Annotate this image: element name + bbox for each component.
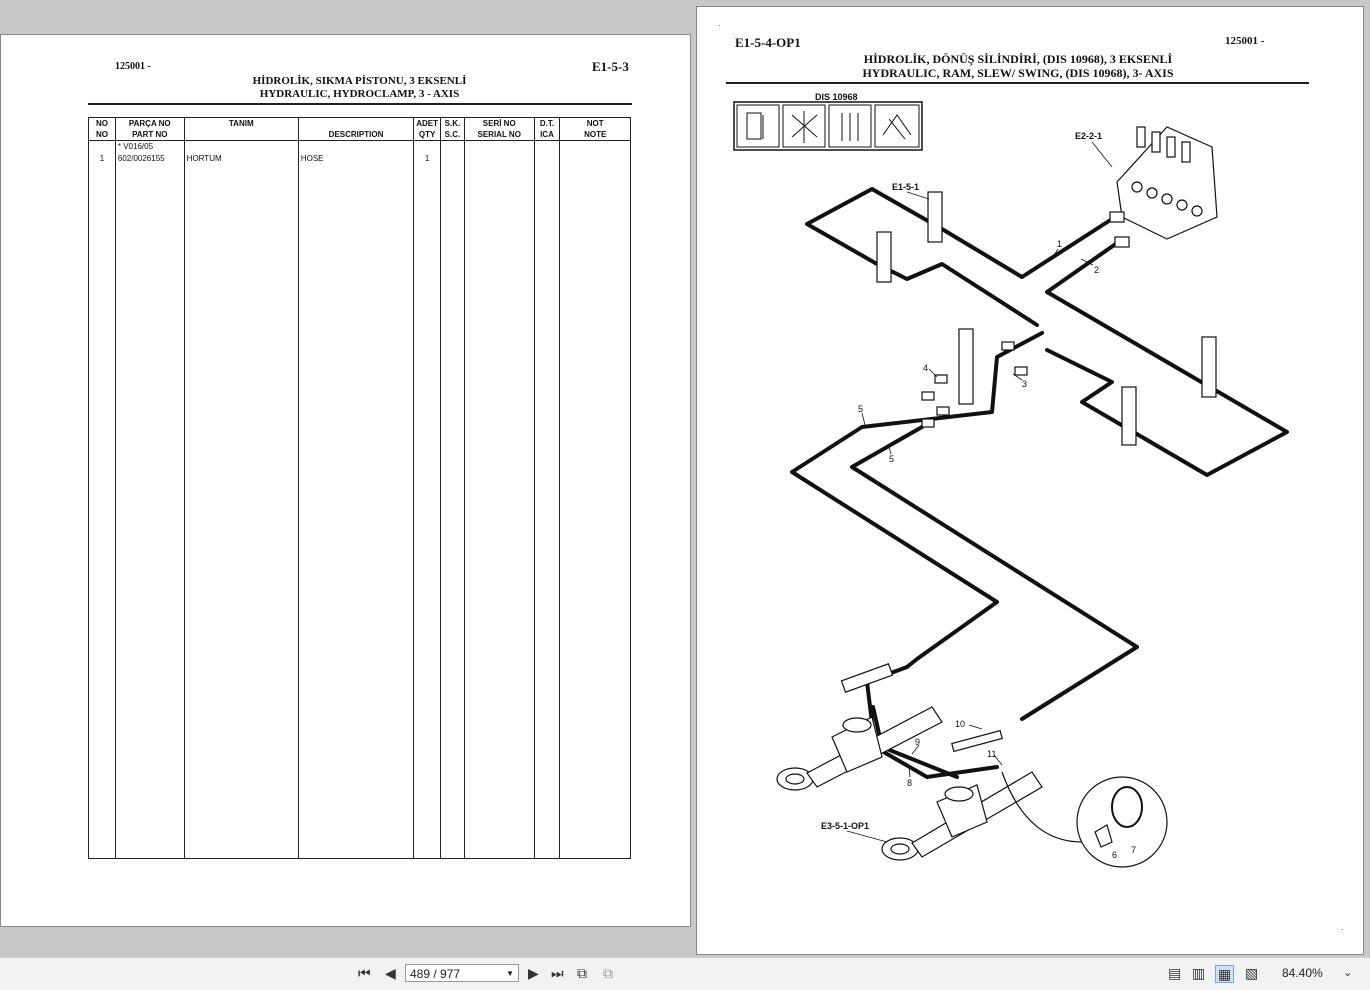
copy-icon[interactable]: ⧉ [577,965,587,981]
last-page-icon[interactable]: ⏭ [551,965,564,981]
continuous-icon[interactable]: ▥ [1192,965,1206,981]
col-header-no-en: NO [89,129,116,141]
parts-table [88,117,631,859]
cell-part: * V016/05 [115,141,184,154]
col-header-part-en: PART NO [115,129,184,141]
cell-no [89,141,116,154]
title-rule [88,103,632,105]
callout-4: 4 [923,363,929,373]
control-valve-block [1110,127,1217,247]
callout-7: 7 [1131,845,1137,855]
col-header-serial-tr: SERİ NO [464,118,534,130]
zoom-level[interactable]: 84.40% [1282,966,1323,980]
cell-desc [298,141,413,154]
col-header-blank [298,118,413,130]
single-page-icon[interactable]: ▤ [1168,965,1182,981]
callout-2: 2 [1094,265,1100,275]
slew-cylinders [777,664,1042,860]
col-header-note-tr: NOT [560,118,631,130]
cell-tanim: HORTUM [184,153,298,165]
callout-6: 6 [1112,850,1118,860]
cell-serial [464,141,534,154]
cell-dt [534,153,560,165]
table-filler-row [89,165,631,859]
title-english: HYDRAULIC, HYDROCLAMP, 3 - AXIS [259,88,460,100]
prev-page-icon[interactable]: ◀ [385,965,396,981]
page-code: E1-5-3 [592,59,629,74]
cell-desc: HOSE [298,153,413,165]
col-header-qty-tr: ADET [414,118,441,130]
col-header-note-en: NOTE [560,129,631,141]
ref-label-block: E1-5-1 [892,182,920,192]
ref-label-valve: E2-2-1 [1075,131,1103,141]
col-header-description: DESCRIPTION [298,129,413,141]
viewer-toolbar [0,957,1370,990]
left-document-page [0,34,691,927]
cell-qty: 1 [414,153,441,165]
col-header-no-tr: NO [89,118,116,130]
col-header-empty [184,129,298,141]
cell-qty [414,141,441,154]
title-turkish: HİDROLİK, DÖNÜŞ SİLİNDİRİ, (DIS 10968), 3 EKSENLİ [863,52,1173,66]
cell-note [560,141,631,154]
dis-label: DIS 10968 [815,92,858,102]
table-header-row-1 [89,118,631,130]
serial-range: 125001 - [1225,35,1265,47]
col-header-dt-tr: D.T. [534,118,560,130]
col-header-part-tr: PARÇA NO [115,118,184,130]
right-diagram-page [696,6,1364,955]
page-number-value: 489 / 977 [410,967,461,981]
chevron-down-icon[interactable]: ▼ [506,969,514,978]
callout-5a: 5 [858,404,864,414]
callout-11: 11 [987,749,997,759]
callout-3: 3 [1022,379,1028,389]
serial-range: 125001 - [115,61,151,72]
cell-part: 602/0026155 [115,153,184,165]
table-row [89,141,631,154]
col-header-qty-en: QTY [414,129,441,141]
table-header-row-2 [89,129,631,141]
cell-tanim [184,141,298,154]
next-page-icon[interactable]: ▶ [528,965,539,981]
pictogram-strip [734,102,922,150]
callout-8: 8 [907,778,913,788]
title-turkish: HİDROLİK, SIKMA PİSTONU, 3 EKSENLİ [252,75,467,87]
cell-serial [464,153,534,165]
callout-10: 10 [955,719,966,729]
fit-page-icon[interactable]: ⧉ [603,965,613,981]
zoom-dropdown-icon[interactable]: ⌄ [1343,967,1353,979]
callout-1: 1 [1057,239,1063,249]
cell-note [560,153,631,165]
table-row [89,153,631,165]
cell-sc [440,153,464,165]
hose-lines [792,189,1287,777]
first-page-icon[interactable]: ⏮ [358,965,371,981]
title-english: HYDRAULIC, RAM, SLEW/ SWING, (DIS 10968), 3- AXIS [862,66,1174,80]
col-header-tanim: TANIM [184,118,298,130]
page-number-input[interactable] [405,964,519,982]
callout-5b: 5 [889,454,895,464]
two-page-icon[interactable]: ▦ [1215,965,1234,983]
two-page-scroll-icon[interactable]: ▧ [1245,965,1259,981]
corner-dot-bottom: · [1341,925,1344,934]
hydraulic-diagram [697,7,1363,954]
ref-label-cylinder: E3-5-1-OP1 [821,821,870,831]
page-code: E1-5-4-OP1 [735,35,801,50]
col-header-sc-en: S.C. [440,129,464,141]
corner-dot: · [718,21,721,30]
cell-dt [534,141,560,154]
callout-9: 9 [915,737,921,747]
col-header-sc-tr: S.K. [440,118,464,130]
cell-no: 1 [89,153,116,165]
cell-sc [440,141,464,154]
col-header-serial-en: SERIAL NO [464,129,534,141]
col-header-dt-en: ICA [534,129,560,141]
